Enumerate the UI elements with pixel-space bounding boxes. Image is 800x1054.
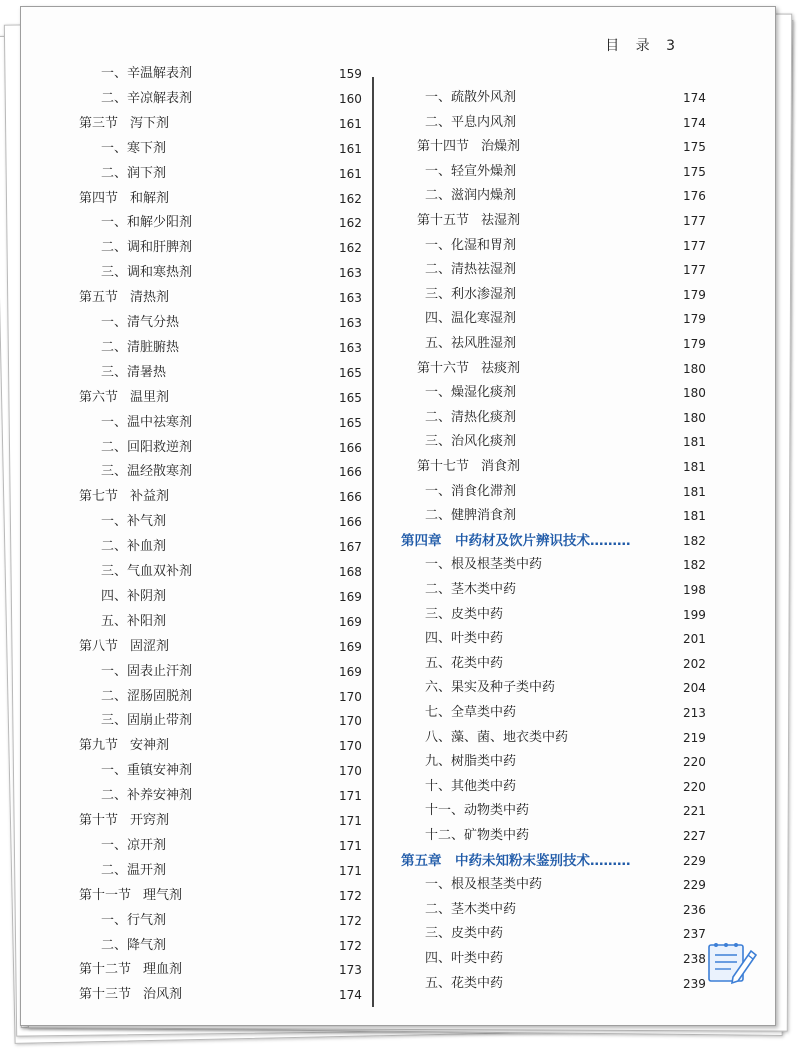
toc-section-row[interactable] bbox=[79, 812, 365, 830]
toc-section-row[interactable] bbox=[79, 638, 365, 656]
item-label: 六、果实及种子类中药 bbox=[425, 680, 556, 696]
item-label: 十一、动物类中药 bbox=[425, 803, 530, 819]
toc-item-row[interactable] bbox=[417, 556, 715, 574]
item-label: 三、固崩止带剂 bbox=[101, 713, 193, 729]
page-number: 172 bbox=[339, 913, 362, 928]
section-name: 消食剂 bbox=[481, 459, 521, 474]
page-number: 213 bbox=[683, 706, 706, 720]
page-number: 229 bbox=[683, 853, 706, 868]
item-label: 四、叶类中药 bbox=[425, 631, 504, 647]
toc-section-row[interactable] bbox=[79, 289, 365, 307]
toc-item-row[interactable] bbox=[417, 679, 715, 697]
toc-item-row[interactable] bbox=[417, 729, 715, 747]
chapter-heading: 第五章 中药未知粉末鉴别技术 bbox=[401, 852, 590, 869]
page-number: 170 bbox=[339, 764, 362, 779]
toc-item-row[interactable] bbox=[79, 563, 365, 581]
toc-item-row[interactable] bbox=[79, 538, 365, 556]
page-number: 163 bbox=[339, 291, 362, 306]
item-label: 二、清热祛湿剂 bbox=[425, 262, 517, 278]
page-number: 204 bbox=[683, 681, 706, 696]
toc-item-row[interactable] bbox=[417, 802, 715, 820]
section-label bbox=[79, 488, 169, 506]
item-label: 二、降气剂 bbox=[101, 937, 167, 953]
item-label: 十二、矿物类中药 bbox=[425, 828, 530, 843]
page-number: 220 bbox=[683, 779, 706, 794]
toc-item-row[interactable] bbox=[79, 264, 365, 282]
section-label bbox=[79, 289, 169, 307]
page-number: 162 bbox=[339, 241, 362, 256]
page-number: 182 bbox=[683, 533, 706, 548]
page-number: 163 bbox=[339, 316, 362, 330]
section-number: 第八节 bbox=[79, 638, 119, 654]
toc-section-row[interactable] bbox=[79, 389, 365, 407]
page-number: 166 bbox=[339, 465, 362, 480]
page-number: 160 bbox=[339, 91, 362, 106]
page-number: 161 bbox=[339, 116, 362, 131]
item-label: 二、涩肠固脱剂 bbox=[101, 688, 193, 704]
toc-item-row[interactable] bbox=[417, 975, 715, 993]
page-number: 180 bbox=[683, 361, 706, 376]
page-number: 199 bbox=[683, 607, 706, 622]
page-number: 201 bbox=[683, 632, 706, 647]
toc-item-row[interactable] bbox=[79, 862, 365, 880]
toc-item-row[interactable] bbox=[79, 912, 365, 930]
toc-item-row[interactable] bbox=[417, 335, 715, 353]
section-number: 第六节 bbox=[79, 389, 119, 405]
toc-item-row[interactable] bbox=[417, 606, 715, 624]
toc-item-row[interactable] bbox=[79, 414, 365, 432]
item-label: 一、轻宣外燥剂 bbox=[425, 163, 517, 179]
page-number: 159 bbox=[339, 67, 362, 81]
page-number: 169 bbox=[339, 664, 362, 679]
item-label: 三、利水渗湿剂 bbox=[425, 286, 517, 302]
section-label bbox=[79, 638, 169, 656]
toc-item-row[interactable] bbox=[79, 140, 365, 158]
section-label bbox=[417, 360, 520, 378]
toc-section-row[interactable] bbox=[79, 737, 365, 755]
item-label: 一、行气剂 bbox=[101, 912, 167, 928]
page-number: 236 bbox=[683, 902, 706, 917]
item-label: 一、化湿和胃剂 bbox=[425, 237, 517, 253]
item-label: 五、补阳剂 bbox=[101, 613, 167, 629]
section-label bbox=[79, 389, 169, 407]
section-name: 祛湿剂 bbox=[481, 213, 521, 228]
toc-item-row[interactable] bbox=[79, 239, 365, 257]
toc-item-row[interactable] bbox=[417, 310, 715, 328]
item-label: 二、茎木类中药 bbox=[425, 901, 517, 917]
toc-section-row[interactable] bbox=[417, 138, 715, 156]
notepad-pencil-icon bbox=[703, 937, 759, 987]
section-label bbox=[79, 115, 169, 133]
page-number: 161 bbox=[339, 166, 362, 181]
toc-item-row[interactable] bbox=[417, 876, 715, 894]
section-label bbox=[417, 212, 520, 230]
toc-item-row[interactable] bbox=[79, 688, 365, 706]
section-label bbox=[79, 986, 182, 1004]
page-number: 227 bbox=[683, 829, 706, 843]
toc-item-row[interactable] bbox=[417, 483, 715, 501]
item-label: 一、寒下剂 bbox=[101, 140, 167, 156]
section-label bbox=[79, 961, 182, 979]
section-number: 第十三节 bbox=[79, 987, 132, 1003]
page-number: 163 bbox=[339, 340, 362, 355]
item-label: 四、温化寒湿剂 bbox=[425, 311, 517, 327]
section-name: 安神剂 bbox=[130, 738, 170, 754]
toc-item-row[interactable] bbox=[79, 439, 365, 457]
chapter-title bbox=[401, 532, 631, 550]
item-label: 一、燥湿化痰剂 bbox=[425, 385, 517, 401]
item-label: 五、花类中药 bbox=[425, 975, 504, 991]
book-page bbox=[20, 6, 776, 1026]
toc-item-row[interactable] bbox=[417, 581, 715, 599]
page-number: 179 bbox=[683, 312, 706, 327]
toc-item-row[interactable] bbox=[417, 901, 715, 919]
item-label: 一、补气剂 bbox=[101, 514, 167, 530]
page-number: 176 bbox=[683, 189, 706, 204]
column-divider bbox=[372, 77, 374, 1007]
page-number: 180 bbox=[683, 386, 706, 401]
page-number: 162 bbox=[339, 216, 362, 231]
toc-item-row[interactable] bbox=[417, 384, 715, 402]
page-number: 181 bbox=[683, 484, 706, 499]
section-number: 第十二节 bbox=[79, 962, 132, 978]
page-number: 229 bbox=[683, 878, 706, 893]
item-label: 二、调和肝脾剂 bbox=[101, 240, 193, 256]
toc-item-row[interactable] bbox=[79, 339, 365, 357]
running-head: 目 录 3 bbox=[605, 38, 681, 54]
item-label: 三、皮类中药 bbox=[425, 926, 504, 942]
page-number: 174 bbox=[339, 988, 362, 1003]
page-number: 177 bbox=[683, 214, 706, 228]
toc-section-row[interactable] bbox=[79, 115, 365, 133]
section-name: 祛痰剂 bbox=[481, 360, 521, 376]
chapter-heading: 第四章 中药材及饮片辨识技术 bbox=[401, 532, 590, 549]
section-name: 固涩剂 bbox=[130, 638, 170, 654]
item-label: 一、固表止汗剂 bbox=[101, 663, 193, 679]
leader-dots: ……… bbox=[590, 852, 631, 869]
toc-item-row[interactable] bbox=[417, 237, 715, 255]
page-number: 238 bbox=[683, 952, 706, 966]
item-label: 五、花类中药 bbox=[425, 655, 504, 671]
section-name: 理血剂 bbox=[143, 962, 183, 978]
toc-item-row[interactable] bbox=[417, 704, 715, 722]
page-number: 170 bbox=[339, 689, 362, 704]
section-number: 第九节 bbox=[79, 738, 119, 754]
toc-item-row[interactable] bbox=[417, 827, 715, 845]
section-label bbox=[417, 138, 520, 156]
item-label: 二、温开剂 bbox=[101, 862, 167, 878]
section-number: 第十四节 bbox=[417, 139, 470, 155]
item-label: 三、清暑热 bbox=[101, 364, 167, 380]
toc-item-row[interactable] bbox=[79, 762, 365, 780]
toc-section-row[interactable] bbox=[417, 458, 715, 476]
item-label: 二、回阳救逆剂 bbox=[101, 439, 193, 455]
section-number: 第十七节 bbox=[417, 459, 470, 474]
section-name: 和解剂 bbox=[130, 190, 170, 206]
page-number: 169 bbox=[339, 639, 362, 654]
toc-item-row[interactable] bbox=[417, 655, 715, 673]
item-label: 三、皮类中药 bbox=[425, 606, 504, 622]
page-number: 177 bbox=[683, 238, 706, 253]
page-number: 170 bbox=[339, 739, 362, 754]
item-label: 一、根及根茎类中药 bbox=[425, 557, 543, 573]
page-number: 163 bbox=[339, 266, 362, 281]
page-number: 167 bbox=[339, 540, 362, 555]
page-number: 175 bbox=[683, 164, 706, 179]
section-name: 治风剂 bbox=[143, 987, 183, 1003]
item-label: 二、辛凉解表剂 bbox=[101, 90, 193, 106]
item-label: 四、补阴剂 bbox=[101, 588, 167, 604]
page-number: 181 bbox=[683, 435, 706, 450]
section-number: 第三节 bbox=[79, 115, 119, 131]
section-number: 第五节 bbox=[79, 290, 119, 306]
page-number: 166 bbox=[339, 440, 362, 455]
toc-item-row[interactable] bbox=[417, 114, 715, 132]
item-label: 十、其他类中药 bbox=[425, 778, 517, 794]
toc-item-row[interactable] bbox=[417, 409, 715, 427]
section-label bbox=[417, 458, 520, 476]
page-number: 175 bbox=[683, 140, 706, 155]
toc-item-row[interactable] bbox=[79, 65, 365, 83]
page-number: 221 bbox=[683, 804, 706, 819]
toc-item-row[interactable] bbox=[417, 286, 715, 304]
toc-item-row[interactable] bbox=[79, 463, 365, 481]
item-label: 二、补血剂 bbox=[101, 539, 167, 555]
toc-item-row[interactable] bbox=[417, 630, 715, 648]
item-label: 二、补养安神剂 bbox=[101, 788, 193, 804]
section-label bbox=[79, 190, 169, 208]
item-label: 二、健脾消食剂 bbox=[425, 508, 517, 524]
item-label: 一、根及根茎类中药 bbox=[425, 877, 543, 893]
toc-item-row[interactable] bbox=[79, 90, 365, 108]
toc-item-row[interactable] bbox=[79, 613, 365, 631]
page-number: 161 bbox=[339, 141, 362, 156]
section-name: 清热剂 bbox=[130, 290, 170, 306]
page-number: 237 bbox=[683, 927, 706, 942]
toc-item-row[interactable] bbox=[417, 433, 715, 451]
toc-item-row[interactable] bbox=[79, 787, 365, 805]
item-label: 二、清脏腑热 bbox=[101, 339, 180, 355]
page-number: 166 bbox=[339, 515, 362, 530]
page-number: 166 bbox=[339, 490, 362, 505]
chapter-title bbox=[401, 852, 631, 870]
toc-section-row[interactable] bbox=[79, 961, 365, 979]
item-label: 二、茎木类中药 bbox=[425, 582, 517, 597]
toc-item-row[interactable] bbox=[79, 165, 365, 183]
page-number: 219 bbox=[683, 730, 706, 745]
page-number: 172 bbox=[339, 938, 362, 953]
page-number: 220 bbox=[683, 755, 706, 770]
section-name: 泻下剂 bbox=[130, 115, 170, 131]
item-label: 四、叶类中药 bbox=[425, 951, 504, 966]
toc-item-row[interactable] bbox=[79, 314, 365, 332]
page-number: 181 bbox=[683, 460, 706, 474]
item-label: 二、润下剂 bbox=[101, 165, 167, 181]
page-number: 170 bbox=[339, 714, 362, 729]
page-number: 182 bbox=[683, 558, 706, 573]
toc-item-row[interactable] bbox=[79, 513, 365, 531]
item-label: 一、消食化滞剂 bbox=[425, 483, 517, 499]
page-number: 177 bbox=[683, 263, 706, 278]
item-label: 九、树脂类中药 bbox=[425, 754, 517, 770]
section-number: 第四节 bbox=[79, 190, 119, 206]
page-number: 239 bbox=[683, 976, 706, 991]
toc-chapter-row[interactable] bbox=[401, 532, 715, 550]
page-number: 168 bbox=[339, 565, 362, 579]
page-number: 180 bbox=[683, 410, 706, 425]
page-number: 179 bbox=[683, 287, 706, 302]
toc-item-row[interactable] bbox=[79, 214, 365, 232]
item-label: 二、滋润内燥剂 bbox=[425, 188, 517, 204]
page-number: 169 bbox=[339, 589, 362, 604]
page-number: 162 bbox=[339, 191, 362, 206]
toc-item-row[interactable] bbox=[79, 712, 365, 730]
section-name: 开窍剂 bbox=[130, 813, 170, 828]
page-number: 198 bbox=[683, 583, 706, 597]
page-number: 179 bbox=[683, 337, 706, 351]
section-name: 温里剂 bbox=[130, 389, 170, 405]
toc-item-row[interactable] bbox=[79, 588, 365, 606]
item-label: 一、凉开剂 bbox=[101, 837, 167, 853]
page-number: 165 bbox=[339, 365, 362, 380]
toc-item-row[interactable] bbox=[417, 778, 715, 796]
toc-item-row[interactable] bbox=[417, 950, 715, 968]
toc-item-row[interactable] bbox=[79, 937, 365, 955]
page-number: 171 bbox=[339, 789, 362, 804]
toc-item-row[interactable] bbox=[79, 663, 365, 681]
toc-section-row[interactable] bbox=[79, 887, 365, 905]
toc-item-row[interactable] bbox=[417, 187, 715, 205]
toc-section-row[interactable] bbox=[417, 360, 715, 378]
toc-item-row[interactable] bbox=[417, 507, 715, 525]
section-label bbox=[79, 812, 169, 830]
page-number: 181 bbox=[683, 509, 706, 524]
toc-chapter-row[interactable] bbox=[401, 852, 715, 870]
item-label: 三、治风化痰剂 bbox=[425, 434, 517, 450]
toc-item-row[interactable] bbox=[79, 837, 365, 855]
section-name: 补益剂 bbox=[130, 489, 170, 505]
toc-item-row[interactable] bbox=[417, 753, 715, 771]
item-label: 一、辛温解表剂 bbox=[101, 66, 193, 81]
item-label: 二、平息内风剂 bbox=[425, 114, 517, 130]
item-label: 七、全草类中药 bbox=[425, 705, 517, 720]
section-number: 第十六节 bbox=[417, 360, 470, 376]
toc-item-row[interactable] bbox=[417, 163, 715, 181]
item-label: 八、藻、菌、地衣类中药 bbox=[425, 729, 569, 745]
item-label: 一、和解少阳剂 bbox=[101, 215, 193, 231]
section-number: 第十一节 bbox=[79, 887, 132, 903]
item-label: 五、祛风胜湿剂 bbox=[425, 336, 517, 351]
toc-item-row[interactable] bbox=[417, 89, 715, 107]
item-label: 三、调和寒热剂 bbox=[101, 265, 193, 281]
page-number: 173 bbox=[339, 963, 362, 978]
item-label: 二、清热化痰剂 bbox=[425, 409, 517, 425]
toc-section-row[interactable] bbox=[79, 190, 365, 208]
item-label: 三、温经散寒剂 bbox=[101, 464, 193, 480]
section-number: 第十节 bbox=[79, 813, 119, 828]
page-number: 174 bbox=[683, 91, 706, 105]
page-number: 171 bbox=[339, 814, 362, 828]
toc-item-row[interactable] bbox=[417, 261, 715, 279]
section-label bbox=[79, 887, 182, 905]
toc-section-row[interactable] bbox=[417, 212, 715, 230]
toc-item-row[interactable] bbox=[417, 925, 715, 943]
page-number: 174 bbox=[683, 115, 706, 130]
section-name: 治燥剂 bbox=[481, 139, 521, 155]
toc-item-row[interactable] bbox=[79, 364, 365, 382]
toc-section-row[interactable] bbox=[79, 488, 365, 506]
page-number: 165 bbox=[339, 390, 362, 405]
section-name: 理气剂 bbox=[143, 887, 183, 903]
toc-section-row[interactable] bbox=[79, 986, 365, 1004]
item-label: 一、疏散外风剂 bbox=[425, 90, 517, 105]
page-number: 165 bbox=[339, 415, 362, 430]
section-label bbox=[79, 737, 169, 755]
item-label: 一、清气分热 bbox=[101, 315, 180, 330]
item-label: 一、重镇安神剂 bbox=[101, 763, 193, 779]
page-number: 172 bbox=[339, 888, 362, 903]
page-number: 171 bbox=[339, 863, 362, 878]
page-number: 171 bbox=[339, 838, 362, 853]
section-number: 第十五节 bbox=[417, 213, 470, 228]
leader-dots: ……… bbox=[590, 532, 631, 549]
section-number: 第七节 bbox=[79, 489, 119, 505]
item-label: 一、温中祛寒剂 bbox=[101, 414, 193, 430]
page-number: 169 bbox=[339, 614, 362, 629]
page-number: 202 bbox=[683, 656, 706, 671]
item-label: 三、气血双补剂 bbox=[101, 564, 193, 579]
